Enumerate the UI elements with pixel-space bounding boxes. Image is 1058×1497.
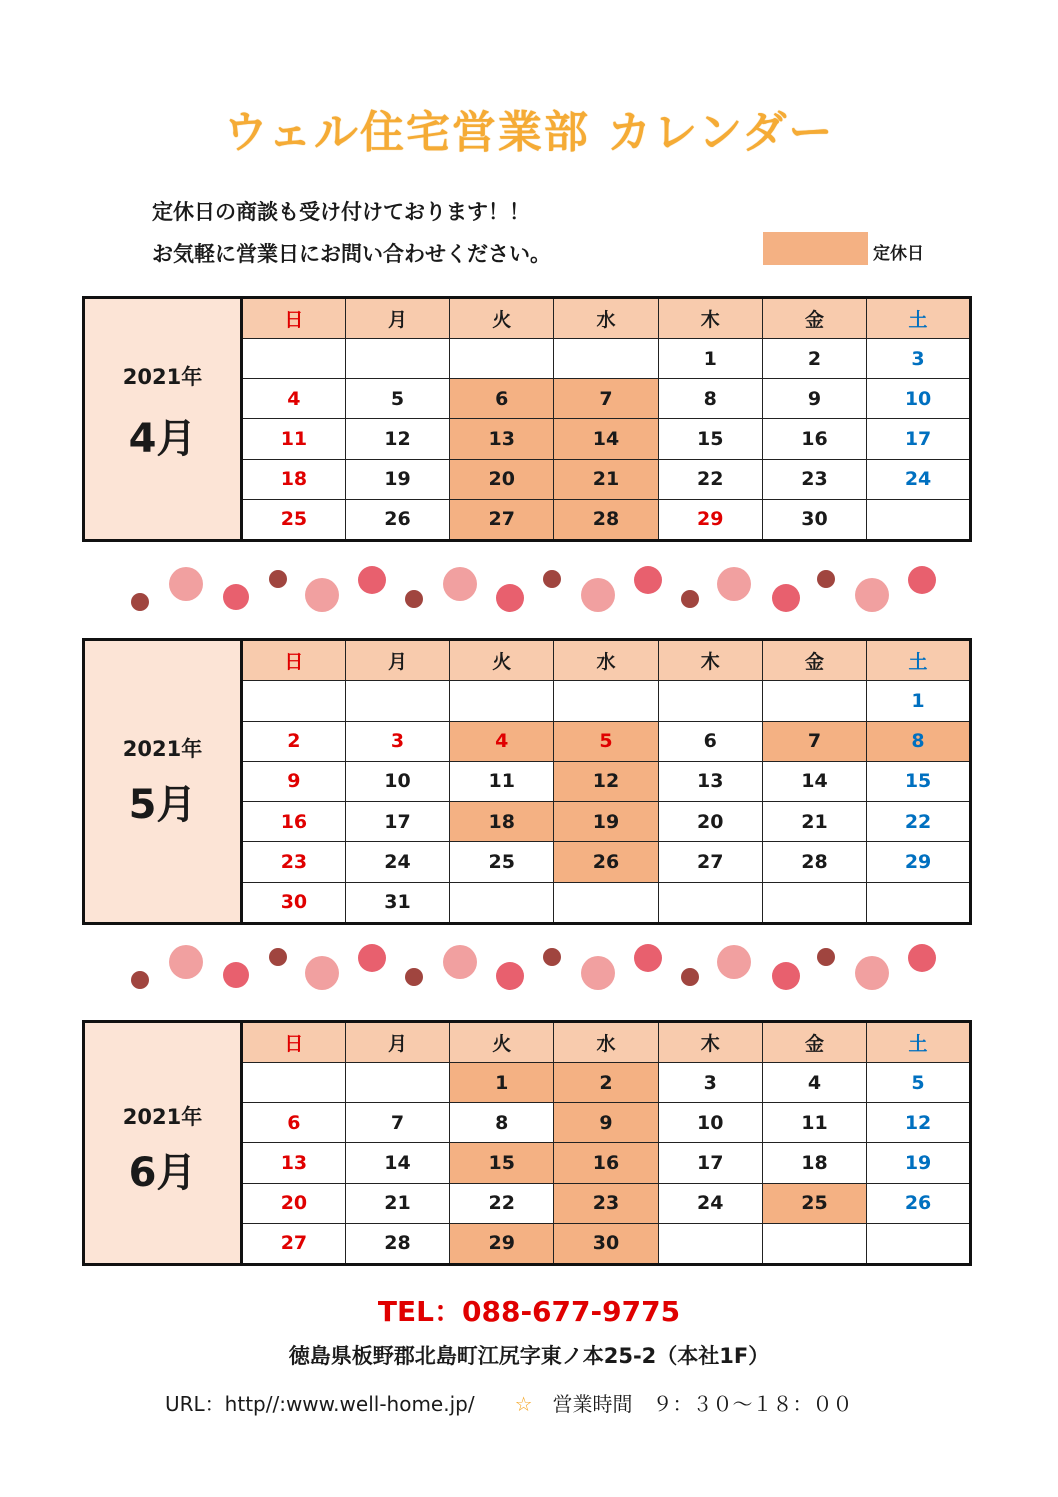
day-cell: 30: [762, 499, 866, 539]
dot-decoration: [443, 945, 477, 979]
day-cell: 17: [345, 802, 449, 842]
dot-decoration: [169, 945, 203, 979]
day-cell: 28: [554, 499, 658, 539]
weekday-header: 火: [450, 299, 554, 339]
legend-swatch: [763, 232, 868, 265]
dot-decoration: [543, 948, 561, 966]
day-cell: 21: [762, 802, 866, 842]
empty-day-cell: [658, 1223, 762, 1263]
day-cell: 13: [658, 761, 762, 801]
weekday-header: 火: [450, 641, 554, 681]
day-cell: 2: [762, 339, 866, 379]
day-cell: 9: [243, 761, 345, 801]
empty-day-cell: [450, 681, 554, 721]
dot-decoration: [131, 593, 149, 611]
dot-decoration: [131, 971, 149, 989]
day-cell: 9: [554, 1103, 658, 1143]
weekday-header: 日: [243, 1023, 345, 1063]
day-cell: 5: [867, 1063, 969, 1103]
day-cell: 23: [243, 842, 345, 882]
dot-decoration: [855, 956, 889, 990]
dot-decoration: [817, 570, 835, 588]
day-cell: 17: [867, 419, 969, 459]
day-cell: 19: [554, 802, 658, 842]
intro-line-1: 定休日の商談も受け付けております！！: [152, 200, 530, 224]
dot-decoration: [405, 590, 423, 608]
year-label: 2021年: [122, 1105, 203, 1129]
calendar-grid: [243, 641, 969, 922]
day-cell: 27: [243, 1223, 345, 1263]
day-cell: 7: [345, 1103, 449, 1143]
day-cell: 7: [762, 721, 866, 761]
day-cell: 16: [762, 419, 866, 459]
empty-day-cell: [345, 1063, 449, 1103]
year-label: 2021年: [122, 365, 203, 389]
weekday-header: 金: [762, 641, 866, 681]
dot-decoration: [496, 962, 524, 990]
calendar-may: [82, 638, 972, 925]
day-cell: 24: [658, 1183, 762, 1223]
day-cell: 30: [243, 882, 345, 922]
dot-decoration: [772, 962, 800, 990]
dot-decoration: [405, 968, 423, 986]
dot-decoration: [634, 944, 662, 972]
calendar-june: [82, 1020, 972, 1266]
day-cell: 8: [450, 1103, 554, 1143]
empty-day-cell: [762, 681, 866, 721]
day-cell: 4: [450, 721, 554, 761]
dot-decoration: [269, 570, 287, 588]
day-cell: 22: [658, 459, 762, 499]
day-cell: 3: [345, 721, 449, 761]
dot-decoration: [581, 578, 615, 612]
dot-decoration: [223, 962, 249, 988]
weekday-header: 金: [762, 299, 866, 339]
dot-decoration: [358, 566, 386, 594]
decorative-dots: [0, 562, 1058, 632]
dot-decoration: [717, 945, 751, 979]
day-cell: 23: [554, 1183, 658, 1223]
empty-day-cell: [243, 681, 345, 721]
day-cell: 1: [658, 339, 762, 379]
business-hours: 営業時間 ９：３０～１８：００: [552, 1392, 853, 1416]
day-cell: 10: [658, 1103, 762, 1143]
day-cell: 20: [243, 1183, 345, 1223]
day-cell: 29: [867, 842, 969, 882]
day-cell: 2: [554, 1063, 658, 1103]
calendar-april: [82, 296, 972, 542]
day-cell: 6: [450, 379, 554, 419]
day-cell: 18: [762, 1143, 866, 1183]
empty-day-cell: [450, 339, 554, 379]
dot-decoration: [443, 567, 477, 601]
month-label: 4月: [128, 416, 197, 462]
day-cell: 11: [762, 1103, 866, 1143]
weekday-header: 木: [658, 641, 762, 681]
empty-day-cell: [658, 882, 762, 922]
weekday-header: 土: [867, 1023, 969, 1063]
day-cell: 21: [345, 1183, 449, 1223]
website-link[interactable]: URL：http//:www.well-home.jp/: [165, 1392, 475, 1416]
dot-decoration: [543, 570, 561, 588]
day-cell: 15: [867, 761, 969, 801]
day-cell: 14: [762, 761, 866, 801]
day-cell: 24: [867, 459, 969, 499]
day-cell: 25: [450, 842, 554, 882]
weekday-header: 水: [554, 299, 658, 339]
day-cell: 15: [450, 1143, 554, 1183]
month-label-cell: [85, 299, 243, 539]
calendar-grid: [243, 1023, 969, 1263]
empty-day-cell: [345, 681, 449, 721]
day-cell: 15: [658, 419, 762, 459]
dot-decoration: [717, 567, 751, 601]
dot-decoration: [305, 956, 339, 990]
empty-day-cell: [762, 1223, 866, 1263]
weekday-header: 金: [762, 1023, 866, 1063]
day-cell: 22: [450, 1183, 554, 1223]
day-cell: 11: [450, 761, 554, 801]
empty-day-cell: [450, 882, 554, 922]
day-cell: 22: [867, 802, 969, 842]
day-cell: 10: [345, 761, 449, 801]
dot-decoration: [223, 584, 249, 610]
dot-decoration: [681, 590, 699, 608]
decorative-dots: [0, 940, 1058, 1010]
day-cell: 18: [450, 802, 554, 842]
day-cell: 26: [554, 842, 658, 882]
day-cell: 1: [867, 681, 969, 721]
weekday-header: 水: [554, 641, 658, 681]
day-cell: 14: [345, 1143, 449, 1183]
empty-day-cell: [345, 339, 449, 379]
phone-number[interactable]: TEL：088-677-9775: [377, 1295, 681, 1328]
weekday-header: 木: [658, 299, 762, 339]
day-cell: 28: [345, 1223, 449, 1263]
weekday-header: 日: [243, 299, 345, 339]
day-cell: 20: [658, 802, 762, 842]
day-cell: 8: [867, 721, 969, 761]
empty-day-cell: [867, 499, 969, 539]
empty-day-cell: [867, 1223, 969, 1263]
weekday-header: 土: [867, 641, 969, 681]
empty-day-cell: [658, 681, 762, 721]
empty-day-cell: [554, 882, 658, 922]
day-cell: 28: [762, 842, 866, 882]
day-cell: 12: [554, 761, 658, 801]
weekday-header: 月: [345, 1023, 449, 1063]
month-label-cell: [85, 1023, 243, 1263]
empty-day-cell: [243, 1063, 345, 1103]
day-cell: 23: [762, 459, 866, 499]
day-cell: 1: [450, 1063, 554, 1103]
weekday-header: 月: [345, 641, 449, 681]
dot-decoration: [305, 578, 339, 612]
day-cell: 12: [345, 419, 449, 459]
day-cell: 9: [762, 379, 866, 419]
day-cell: 29: [658, 499, 762, 539]
day-cell: 4: [762, 1063, 866, 1103]
page-title: ウェル住宅営業部 カレンダー: [223, 107, 835, 158]
day-cell: 12: [867, 1103, 969, 1143]
empty-day-cell: [243, 339, 345, 379]
dot-decoration: [908, 944, 936, 972]
day-cell: 27: [658, 842, 762, 882]
empty-day-cell: [762, 882, 866, 922]
day-cell: 26: [345, 499, 449, 539]
day-cell: 4: [243, 379, 345, 419]
day-cell: 25: [243, 499, 345, 539]
day-cell: 14: [554, 419, 658, 459]
dot-decoration: [855, 578, 889, 612]
day-cell: 16: [554, 1143, 658, 1183]
footer-line: [165, 1388, 853, 1417]
day-cell: 6: [243, 1103, 345, 1143]
day-cell: 5: [554, 721, 658, 761]
empty-day-cell: [554, 339, 658, 379]
day-cell: 7: [554, 379, 658, 419]
day-cell: 17: [658, 1143, 762, 1183]
dot-decoration: [581, 956, 615, 990]
dot-decoration: [908, 566, 936, 594]
dot-decoration: [358, 944, 386, 972]
day-cell: 21: [554, 459, 658, 499]
weekday-header: 木: [658, 1023, 762, 1063]
dot-decoration: [496, 584, 524, 612]
day-cell: 2: [243, 721, 345, 761]
dot-decoration: [169, 567, 203, 601]
intro-line-2: お気軽に営業日にお問い合わせください。: [152, 242, 551, 266]
dot-decoration: [681, 968, 699, 986]
day-cell: 8: [658, 379, 762, 419]
day-cell: 13: [243, 1143, 345, 1183]
day-cell: 10: [867, 379, 969, 419]
day-cell: 11: [243, 419, 345, 459]
weekday-header: 日: [243, 641, 345, 681]
month-label: 5月: [128, 782, 197, 828]
month-label: 6月: [128, 1150, 197, 1196]
weekday-header: 火: [450, 1023, 554, 1063]
day-cell: 29: [450, 1223, 554, 1263]
day-cell: 19: [345, 459, 449, 499]
day-cell: 26: [867, 1183, 969, 1223]
day-cell: 16: [243, 802, 345, 842]
day-cell: 5: [345, 379, 449, 419]
day-cell: 24: [345, 842, 449, 882]
star-icon: ☆: [514, 1392, 533, 1416]
day-cell: 13: [450, 419, 554, 459]
day-cell: 30: [554, 1223, 658, 1263]
dot-decoration: [817, 948, 835, 966]
month-label-cell: [85, 641, 243, 922]
dot-decoration: [269, 948, 287, 966]
year-label: 2021年: [122, 737, 203, 761]
day-cell: 18: [243, 459, 345, 499]
day-cell: 3: [658, 1063, 762, 1103]
dot-decoration: [772, 584, 800, 612]
empty-day-cell: [554, 681, 658, 721]
weekday-header: 月: [345, 299, 449, 339]
day-cell: 3: [867, 339, 969, 379]
legend-label: 定休日: [873, 244, 924, 264]
calendar-grid: [243, 299, 969, 539]
day-cell: 20: [450, 459, 554, 499]
day-cell: 25: [762, 1183, 866, 1223]
day-cell: 19: [867, 1143, 969, 1183]
day-cell: 31: [345, 882, 449, 922]
dot-decoration: [634, 566, 662, 594]
day-cell: 6: [658, 721, 762, 761]
address: 徳島県板野郡北島町江尻字東ノ本25-2（本社1F）: [288, 1344, 770, 1368]
weekday-header: 土: [867, 299, 969, 339]
weekday-header: 水: [554, 1023, 658, 1063]
day-cell: 27: [450, 499, 554, 539]
empty-day-cell: [867, 882, 969, 922]
